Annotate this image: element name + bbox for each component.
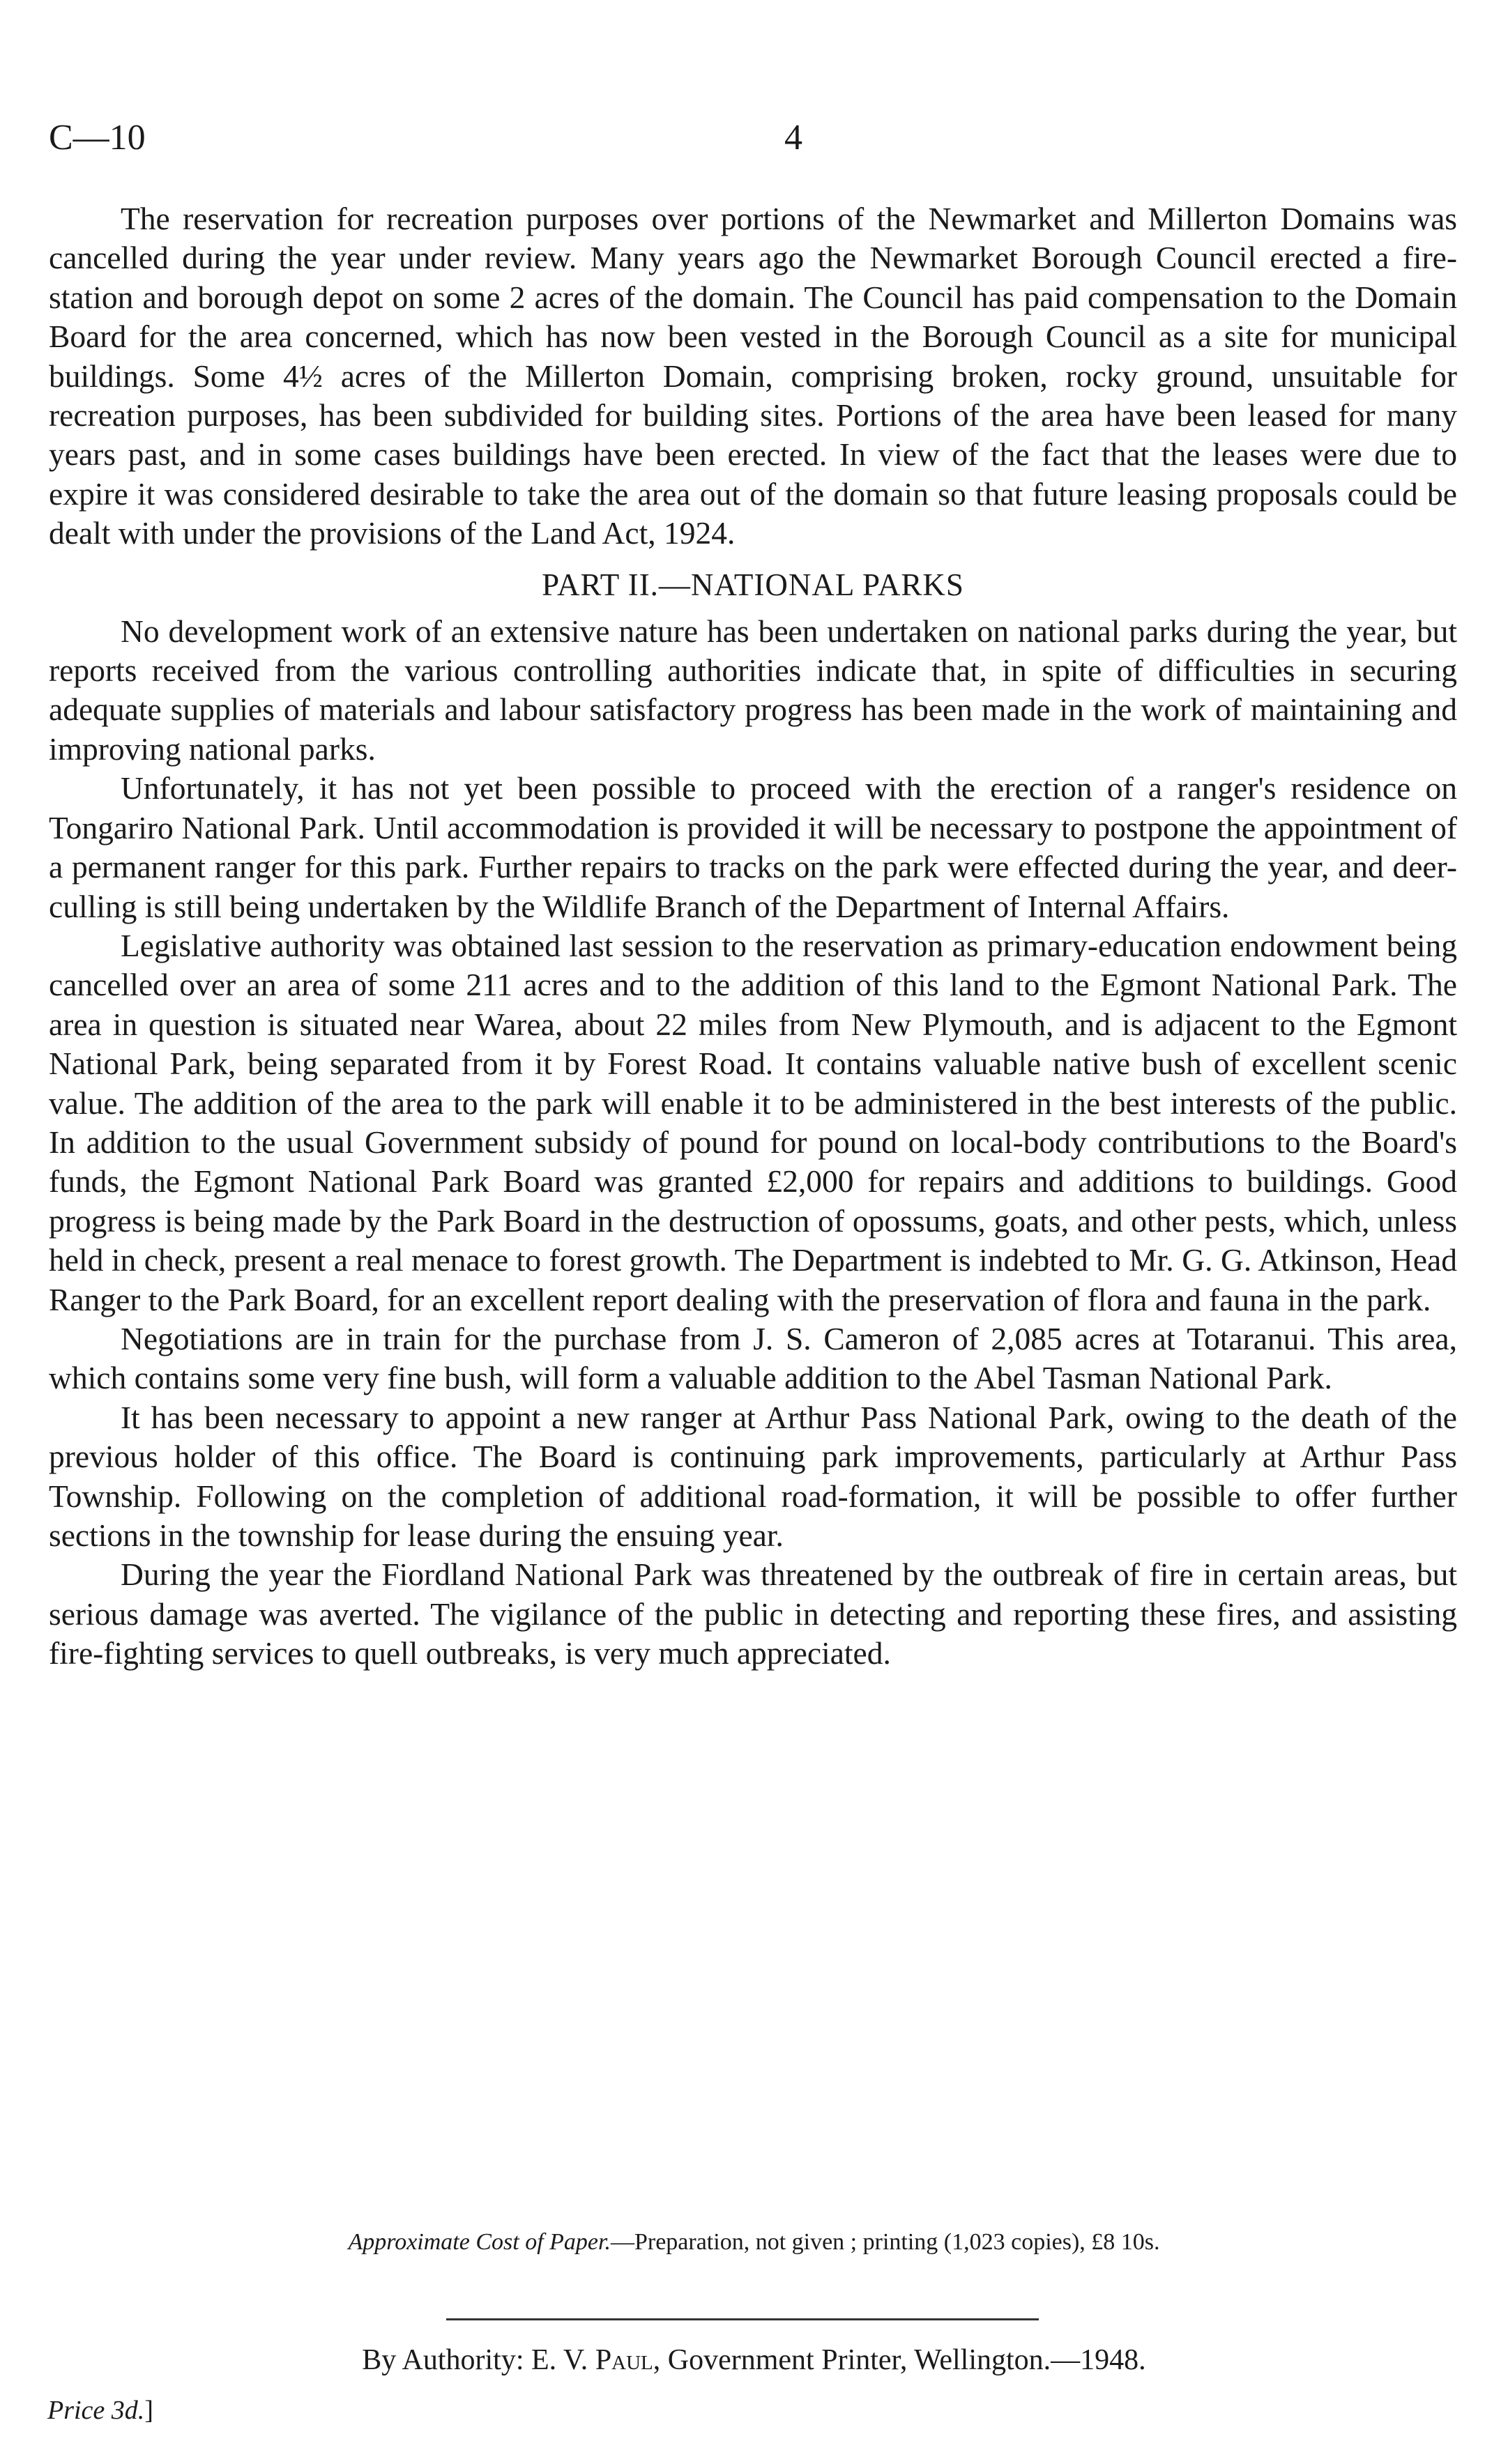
paragraph: During the year the Fiordland National Park was threatened by the outbreak of fire in certain areas, but serious damage was averted. The vigilance of the public in detecting and reporting these fires, and assisting fire-fighting services to quell outbreaks, is very much appreciated.: [49, 1556, 1457, 1671]
section-heading: PART II.—NATIONAL PARKS: [542, 567, 964, 602]
document-reference: C—10: [49, 118, 146, 158]
printer-imprint: [0, 2342, 1508, 2378]
price-note: [47, 2394, 153, 2427]
imprint-printer-surname: Paul: [595, 2344, 653, 2376]
paragraph: Legislative authority was obtained last session to the reservation as primary-education endowment being cancelled over an area of some 211 acres and to the addition of this land to the Egmont National Park. The area in question is situated near Warea, about 22 miles from New Plymouth, and is adjacent to the Egmont National Park, being separated from it by Forest Road. It contains valuable native bush of excellent scenic value. The addition of the area to the park will enable it to be administered in the best interests of the public. In addition to the usual Government subsidy of pound for pound on local-body contributions to the Board's funds, the Egmont National Park Board was granted £2,000 for repairs and additions to buildings. Good progress is being made by the Park Board in the destruction of opossums, goats, and other pests, which, unless held in check, present a real menace to forest growth. The Department is indebted to Mr. G. G. Atkinson, Head Ranger to the Park Board, for an excellent report dealing with the preservation of flora and fauna in the park.: [49, 927, 1457, 1317]
paragraph: Negotiations are in train for the purchase from J. S. Cameron of 2,085 acres at Totaranui. This area, which contains some very fine bush, will form a valuable addition to the Abel Tasman National Park.: [49, 1320, 1457, 1396]
imprint-suffix: , Government Printer, Wellington.—1948.: [653, 2344, 1146, 2376]
price-bracket: ]: [144, 2396, 153, 2425]
price-label: Price 3d.: [47, 2396, 145, 2425]
page-header: [49, 117, 1457, 166]
page-number: 4: [784, 118, 802, 158]
cost-note-label: Approximate Cost of Paper.: [348, 2229, 611, 2255]
paragraph: Unfortunately, it has not yet been possible to proceed with the erection of a ranger's residence on Tongariro National Park. Until accommodation is provided it will be necessary to postpone the appointment of a permanent ranger for this park. Further repairs to tracks on the park were effected during the year, and deer-culling is still being undertaken by the Wildlife Branch of the Department of Internal Affairs.: [49, 770, 1457, 924]
cost-note: [0, 2228, 1508, 2257]
page-body: [49, 199, 1457, 1674]
divider-rule: [446, 2318, 1039, 2320]
paragraph-domains: The reservation for recreation purposes over portions of the Newmarket and Millerton Domains was cancelled during the year under review. Many years ago the Newmarket Borough Council erected a fire-station and borough depot on some 2 acres of the domain. The Council has paid compensation to the Domain Board for the area concerned, which has now been vested in the Borough Council as a site for municipal buildings. Some 4½ acres of the Millerton Domain, comprising broken, rocky ground, unsuitable for recreation purposes, has been subdivided for building sites. Portions of the area have been leased for many years past, and in some cases buildings have been erected. In view of the fact that the leases were due to expire it was considered desirable to take the area out of the domain so that future leasing proposals could be dealt with under the provisions of the Land Act, 1924.: [49, 201, 1457, 551]
cost-note-text: —Preparation, not given ; printing (1,023 copies), £8 10s.: [610, 2229, 1160, 2255]
imprint-prefix: By Authority: E. V.: [362, 2344, 595, 2376]
paragraph: No development work of an extensive nature has been undertaken on national parks during the year, but reports received from the various controlling authorities indicate that, in spite of difficulties in securing adequate supplies of materials and labour satisfactory progress has been made in the work of maintaining and improving national parks.: [49, 613, 1457, 767]
paragraph: It has been necessary to appoint a new ranger at Arthur Pass National Park, owing to the death of the previous holder of this office. The Board is continuing park improvements, particularly at Arthur Pass Township. Following on the completion of additional road-formation, it will be possible to offer further sections in the township for lease during the ensuing year.: [49, 1399, 1457, 1553]
